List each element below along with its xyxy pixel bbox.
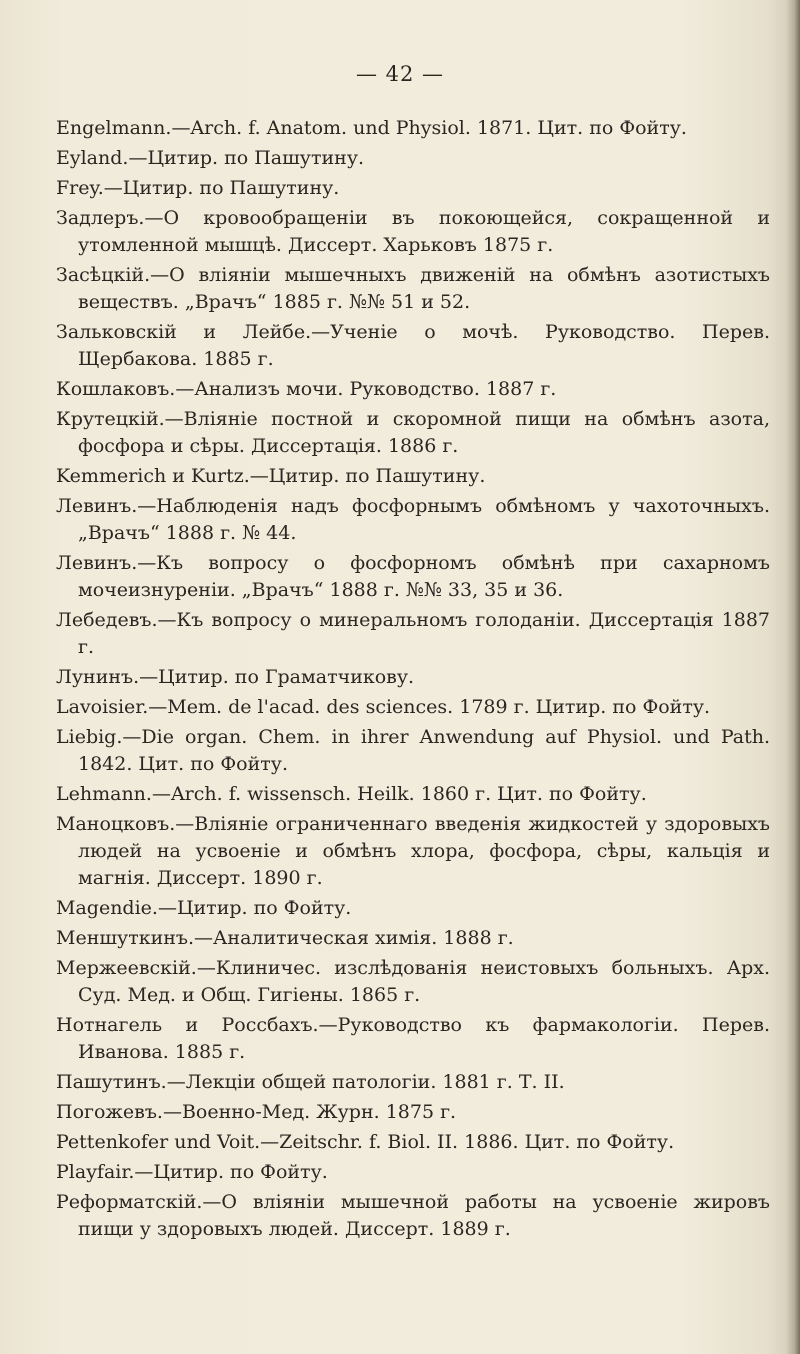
bibliography-entry: Kemmerich и Kurtz.—Цитир. по Пашутину. [56, 465, 486, 487]
bibliography-entry: Маноцковъ.—Вліяніе ограниченнаго введенія жидкостей у здоровыхъ людей на усвоеніе и обмѣнъ хлора, фосфора, сѣры, кальція и магнія. Диссерт. 1890 г. [56, 813, 770, 889]
page-edge-shadow [786, 0, 800, 1354]
bibliography-entry: Задлеръ.—О кровообращеніи въ покоющейся, сокращенной и утомленной мышцѣ. Диссерт. Харьковъ 1875 г. [56, 207, 770, 256]
bibliography-entry: Playfair.—Цитир. по Фойту. [56, 1161, 328, 1183]
bibliography-entry: Engelmann.—Arch. f. Anatom. und Physiol. 1871. Цит. по Фойту. [56, 117, 687, 139]
bibliography-entry: Eyland.—Цитир. по Пашутину. [56, 147, 365, 169]
bibliography-entry: Мержеевскій.—Клиничес. изслѣдованія неистовыхъ больныхъ. Арх. Суд. Мед. и Общ. Гигіены. 1865 г. [56, 957, 770, 1006]
bibliography-entry: Кошлаковъ.—Анализъ мочи. Руководство. 1887 г. [56, 378, 557, 400]
bibliography-entry: Засѣцкій.—О вліяніи мышечныхъ движеній на обмѣнъ азотистыхъ веществъ. „Врачъ“ 1885 г. №№ 51 и 52. [56, 264, 770, 313]
bibliography-entry: Реформатскій.—О вліяніи мышечной работы на усвоеніе жировъ пищи у здоровыхъ людей. Диссерт. 1889 г. [56, 1191, 770, 1240]
bibliography-list [56, 115, 770, 1246]
bibliography-entry: Magendie.—Цитир. по Фойту. [56, 897, 352, 919]
bibliography-entry: Frey.—Цитир. по Пашутину. [56, 177, 340, 199]
bibliography-entry: Крутецкій.—Вліяніе постной и скоромной пищи на обмѣнъ азота, фосфора и сѣры. Диссертація. 1886 г. [56, 408, 770, 457]
bibliography-entry: Пашутинъ.—Лекціи общей патологіи. 1881 г. Т. II. [56, 1071, 565, 1093]
bibliography-entry: Зальковскій и Лейбе.—Ученіе о мочѣ. Руководство. Перев. Щербакова. 1885 г. [56, 321, 770, 370]
bibliography-entry: Лебедевъ.—Къ вопросу о минеральномъ голоданіи. Диссертація 1887 г. [56, 609, 770, 658]
bibliography-entry: Левинъ.—Наблюденія надъ фосфорнымъ обмѣномъ у чахоточныхъ. „Врачъ“ 1888 г. № 44. [56, 495, 770, 544]
bibliography-entry: Lavoisier.—Mem. de l'acad. des sciences. 1789 г. Цитир. по Фойту. [56, 696, 711, 718]
page-number: — 42 — [355, 62, 445, 86]
bibliography-entry: Pettenkofer und Voit.—Zeitschr. f. Biol. II. 1886. Цит. по Фойту. [56, 1131, 675, 1153]
bibliography-entry: Liebig.—Die organ. Chem. in ihrer Anwendung auf Physiol. und Path. 1842. Цит. по Фойту. [56, 726, 770, 775]
bibliography-entry: Левинъ.—Къ вопросу о фосфорномъ обмѣнѣ при сахарномъ мочеизнуреніи. „Врачъ“ 1888 г. №№ 33, 35 и 36. [56, 552, 770, 601]
bibliography-entry: Лунинъ.—Цитир. по Граматчикову. [56, 666, 415, 688]
bibliography-entry: Lehmann.—Arch. f. wissensch. Heilk. 1860 г. Цит. по Фойту. [56, 783, 647, 805]
bibliography-entry: Погожевъ.—Военно-Мед. Журн. 1875 г. [56, 1101, 457, 1123]
bibliography-entry: Меншуткинъ.—Аналитическая химія. 1888 г. [56, 927, 514, 949]
bibliography-entry: Нотнагель и Россбахъ.—Руководство къ фармакологіи. Перев. Иванова. 1885 г. [56, 1014, 770, 1063]
